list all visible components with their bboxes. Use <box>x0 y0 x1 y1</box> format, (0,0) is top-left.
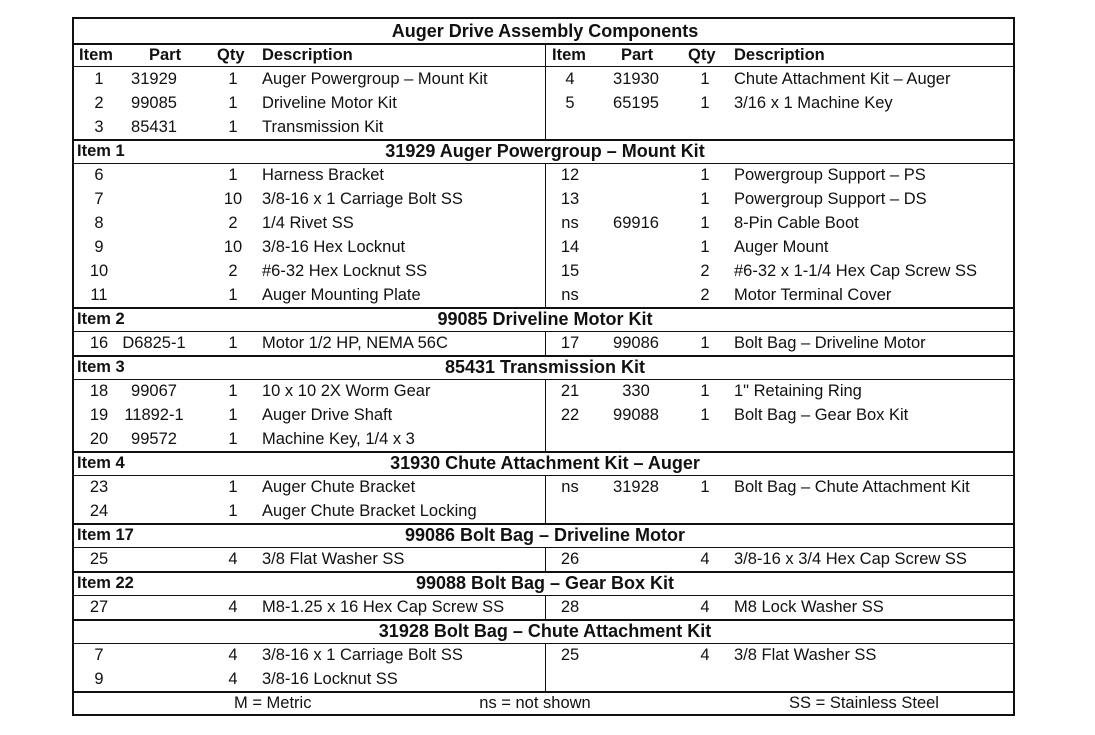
table-title: Auger Drive Assembly Components <box>391 21 699 41</box>
row-description: M8-1.25 x 16 Hex Cap Screw SS <box>262 598 505 616</box>
footer-note-metric: M = Metric <box>234 694 312 712</box>
row-item-number: 27 <box>89 598 109 616</box>
row-description: 3/8-16 Locknut SS <box>262 670 398 688</box>
row-description: Machine Key, 1/4 x 3 <box>262 430 415 448</box>
row-description: Auger Chute Bracket Locking <box>262 502 477 520</box>
column-divider <box>545 475 546 523</box>
row-qty: 1 <box>700 334 710 352</box>
section-title: 99088 Bolt Bag – Gear Box Kit <box>415 573 675 593</box>
row-qty: 1 <box>700 382 710 400</box>
row-qty: 1 <box>228 70 238 88</box>
row-item-number: 16 <box>89 334 109 352</box>
footer-note-not-shown: ns = not shown <box>479 694 591 712</box>
row-item-number: 14 <box>560 238 580 256</box>
row-description: Powergroup Support – DS <box>734 190 927 208</box>
row-part-number: 65195 <box>613 94 659 112</box>
row-qty: 4 <box>700 646 710 664</box>
row-item-number: 20 <box>89 430 109 448</box>
col-header-item-right: Item <box>552 46 586 64</box>
col-header-qty: Qty <box>217 46 245 64</box>
row-qty: 2 <box>700 286 710 304</box>
section-title: 99086 Bolt Bag – Driveline Motor <box>404 525 686 545</box>
row-qty: 1 <box>700 478 710 496</box>
section-title: 31930 Chute Attachment Kit – Auger <box>390 453 700 473</box>
row-description: Chute Attachment Kit – Auger <box>734 70 951 88</box>
row-qty: 2 <box>228 214 238 232</box>
row-part-number: 31930 <box>613 70 659 88</box>
row-description: 1/4 Rivet SS <box>262 214 354 232</box>
row-part-number: 11892-1 <box>124 406 184 424</box>
section-title: 85431 Transmission Kit <box>444 357 646 377</box>
row-item-number: 9 <box>94 238 104 256</box>
row-description: Auger Mounting Plate <box>262 286 421 304</box>
row-description: 3/8-16 x 1 Carriage Bolt SS <box>262 646 463 664</box>
row-description: 3/8-16 Hex Locknut <box>262 238 406 256</box>
row-qty: 1 <box>700 214 710 232</box>
section-item-label: Item 22 <box>77 574 134 592</box>
column-divider <box>545 595 546 619</box>
row-item-number: 7 <box>94 646 104 664</box>
row-item-number: 18 <box>89 382 109 400</box>
col-header-description: Description <box>262 46 353 64</box>
section-title: 31929 Auger Powergroup – Mount Kit <box>385 141 705 161</box>
col-header-description-right: Description <box>734 46 825 64</box>
row-qty: 2 <box>228 262 238 280</box>
row-part-number: 31929 <box>131 70 177 88</box>
row-qty: 1 <box>228 406 238 424</box>
row-qty: 1 <box>228 286 238 304</box>
row-qty: 1 <box>228 334 238 352</box>
section-title: 31928 Bolt Bag – Chute Attachment Kit <box>378 621 712 641</box>
row-description: Auger Mount <box>734 238 829 256</box>
column-divider <box>545 547 546 571</box>
row-description: Transmission Kit <box>262 118 384 136</box>
row-part-number: 85431 <box>131 118 177 136</box>
row-item-number: 11 <box>90 286 108 304</box>
row-description: 3/8-16 x 1 Carriage Bolt SS <box>262 190 463 208</box>
row-description: Bolt Bag – Driveline Motor <box>734 334 926 352</box>
section-item-label: Item 4 <box>77 454 125 472</box>
row-qty: 1 <box>228 382 238 400</box>
row-item-number: 1 <box>94 70 104 88</box>
row-qty: 1 <box>700 166 710 184</box>
row-description: Auger Powergroup – Mount Kit <box>262 70 488 88</box>
row-description: Auger Chute Bracket <box>262 478 416 496</box>
row-qty: 1 <box>228 478 238 496</box>
row-item-number: 2 <box>94 94 104 112</box>
row-item-number: 13 <box>560 190 580 208</box>
row-description: 10 x 10 2X Worm Gear <box>262 382 431 400</box>
row-qty: 4 <box>228 598 238 616</box>
row-item-number: 4 <box>565 70 575 88</box>
row-item-number: 23 <box>89 478 109 496</box>
row-part-number: 330 <box>622 382 650 400</box>
row-item-number: 25 <box>89 550 109 568</box>
row-qty: 1 <box>228 166 238 184</box>
row-qty: 2 <box>700 262 710 280</box>
row-description: M8 Lock Washer SS <box>734 598 884 616</box>
row-item-number: 6 <box>94 166 104 184</box>
row-item-number: 8 <box>94 214 104 232</box>
row-qty: 1 <box>228 118 238 136</box>
row-description: Driveline Motor Kit <box>262 94 397 112</box>
row-item-number: ns <box>561 286 579 304</box>
row-qty: 10 <box>223 238 243 256</box>
row-description: Bolt Bag – Gear Box Kit <box>734 406 909 424</box>
row-part-number: 99572 <box>131 430 177 448</box>
row-description: 3/8 Flat Washer SS <box>262 550 405 568</box>
row-qty: 1 <box>228 94 238 112</box>
column-divider <box>545 643 546 691</box>
row-description: 1" Retaining Ring <box>734 382 862 400</box>
row-item-number: 19 <box>89 406 109 424</box>
row-part-number: 99067 <box>131 382 177 400</box>
title-divider <box>74 43 1013 45</box>
row-item-number: 9 <box>94 670 104 688</box>
row-description: Motor 1/2 HP, NEMA 56C <box>262 334 448 352</box>
row-qty: 1 <box>700 190 710 208</box>
column-divider <box>545 163 546 307</box>
section-title: 99085 Driveline Motor Kit <box>437 309 653 329</box>
section-item-label: Item 2 <box>77 310 125 328</box>
row-item-number: 3 <box>94 118 104 136</box>
row-part-number: 31928 <box>613 478 659 496</box>
section-header-divider <box>74 379 1013 380</box>
row-qty: 1 <box>700 406 710 424</box>
row-description: #6-32 Hex Locknut SS <box>262 262 428 280</box>
row-qty: 4 <box>700 598 710 616</box>
col-header-part-right: Part <box>621 46 654 64</box>
row-qty: 1 <box>700 70 710 88</box>
row-description: 3/8 Flat Washer SS <box>734 646 877 664</box>
col-header-part: Part <box>149 46 182 64</box>
row-description: 3/8-16 x 3/4 Hex Cap Screw SS <box>734 550 967 568</box>
row-description: #6-32 x 1-1/4 Hex Cap Screw SS <box>734 262 978 280</box>
row-item-number: 17 <box>560 334 580 352</box>
row-item-number: 26 <box>560 550 580 568</box>
row-item-number: 25 <box>560 646 580 664</box>
row-description: Powergroup Support – PS <box>734 166 926 184</box>
row-item-number: 5 <box>565 94 575 112</box>
row-description: Auger Drive Shaft <box>262 406 393 424</box>
row-item-number: ns <box>561 214 579 232</box>
row-description: Motor Terminal Cover <box>734 286 892 304</box>
row-qty: 4 <box>228 670 238 688</box>
row-item-number: 24 <box>89 502 109 520</box>
row-item-number: 10 <box>89 262 109 280</box>
row-qty: 1 <box>228 430 238 448</box>
row-qty: 1 <box>228 502 238 520</box>
row-part-number: 99085 <box>131 94 177 112</box>
row-description: 8-Pin Cable Boot <box>734 214 859 232</box>
col-header-item: Item <box>79 46 113 64</box>
row-description: Bolt Bag – Chute Attachment Kit <box>734 478 970 496</box>
row-item-number: 12 <box>560 166 580 184</box>
column-divider <box>545 379 546 451</box>
row-item-number: 21 <box>560 382 580 400</box>
col-header-qty-right: Qty <box>688 46 716 64</box>
row-qty: 4 <box>228 550 238 568</box>
section-item-label: Item 1 <box>77 142 125 160</box>
row-qty: 1 <box>700 238 710 256</box>
parts-table <box>72 17 1015 716</box>
row-item-number: 28 <box>560 598 580 616</box>
section-item-label: Item 17 <box>77 526 134 544</box>
row-description: Harness Bracket <box>262 166 384 184</box>
column-divider <box>545 43 546 139</box>
column-divider <box>545 331 546 355</box>
row-part-number: 99088 <box>613 406 659 424</box>
row-qty: 10 <box>223 190 243 208</box>
row-item-number: 7 <box>94 190 104 208</box>
section-item-label: Item 3 <box>77 358 125 376</box>
row-part-number: 99086 <box>613 334 659 352</box>
row-item-number: ns <box>561 478 579 496</box>
row-item-number: 22 <box>560 406 580 424</box>
row-qty: 1 <box>700 94 710 112</box>
footer-note-stainless: SS = Stainless Steel <box>789 694 939 712</box>
row-qty: 4 <box>700 550 710 568</box>
row-qty: 4 <box>228 646 238 664</box>
row-item-number: 15 <box>560 262 580 280</box>
row-part-number: D6825-1 <box>122 334 186 352</box>
row-description: 3/16 x 1 Machine Key <box>734 94 893 112</box>
row-part-number: 69916 <box>613 214 659 232</box>
